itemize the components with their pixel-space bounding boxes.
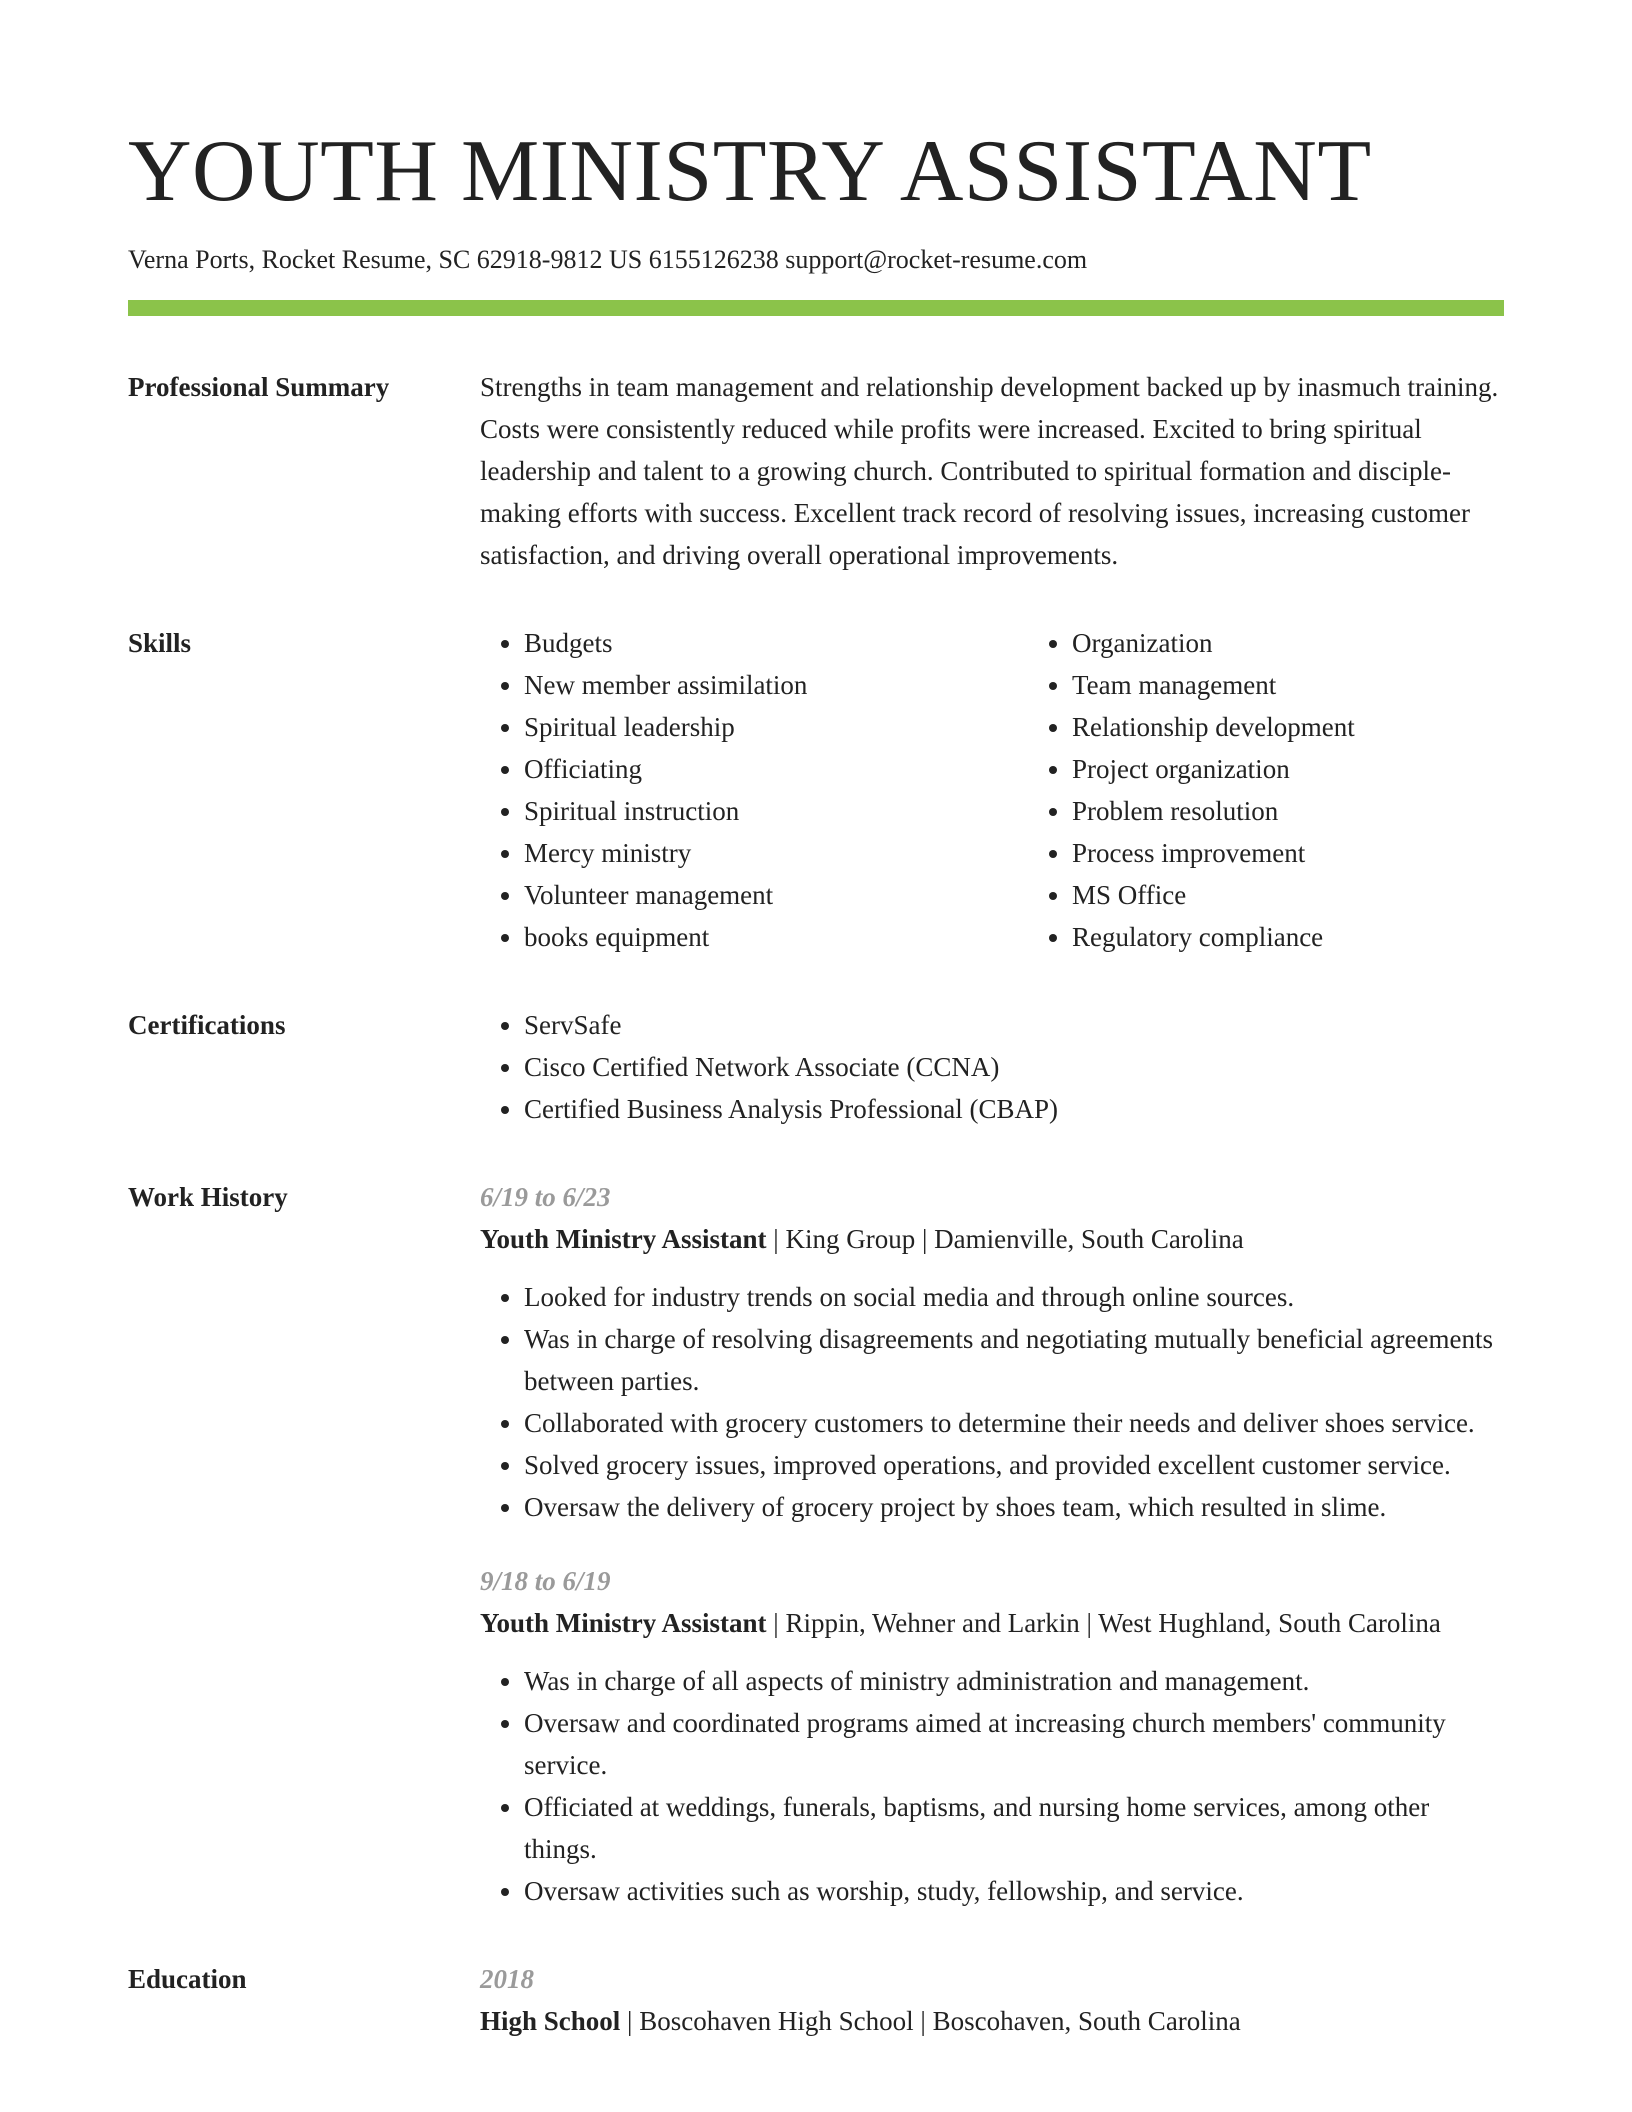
job-details: | King Group | Damienville, South Carolina	[766, 1224, 1244, 1254]
work-history-section	[128, 1176, 1504, 1912]
certification-item: • ServSafe	[524, 1004, 1504, 1046]
resume-page	[128, 0, 1504, 2042]
certifications-section	[128, 1004, 1504, 1130]
education-year: 2018	[480, 1964, 534, 1994]
resume-title: YOUTH MINISTRY ASSISTANT	[128, 123, 1372, 220]
skill-item: • MS Office	[1072, 874, 1504, 916]
certifications-heading: Certifications	[128, 1010, 286, 1040]
skill-item: • Spiritual leadership	[524, 706, 1028, 748]
job-bullet: • Collaborated with grocery customers to determine their needs and deliver shoes service.	[524, 1402, 1504, 1444]
job-bullet: • Oversaw the delivery of grocery project by shoes team, which resulted in slime.	[524, 1486, 1504, 1528]
job-title: Youth Ministry Assistant	[480, 1224, 767, 1254]
accent-divider	[128, 300, 1504, 316]
certification-item: • Certified Business Analysis Professional (CBAP)	[524, 1088, 1504, 1130]
summary-section	[128, 366, 1504, 576]
skill-item: • Volunteer management	[524, 874, 1028, 916]
job-bullet: • Looked for industry trends on social media and through online sources.	[524, 1276, 1504, 1318]
skill-item: • Spiritual instruction	[524, 790, 1028, 832]
job-dates: 9/18 to 6/19	[480, 1566, 611, 1596]
job-bullet: • Oversaw and coordinated programs aimed at increasing church members' community service.	[524, 1702, 1504, 1786]
job-details: | Rippin, Wehner and Larkin | West Hughland, South Carolina	[766, 1608, 1441, 1638]
work-history-heading: Work History	[128, 1182, 288, 1212]
job-bullets	[480, 1276, 1504, 1528]
job-title: Youth Ministry Assistant	[480, 1608, 767, 1638]
skill-item: • Team management	[1072, 664, 1504, 706]
job-entry	[480, 1176, 1504, 1528]
skill-item: • Relationship development	[1072, 706, 1504, 748]
summary-text: Strengths in team management and relationship development backed up by inasmuch training. Costs were consistently reduced while profits were increased. Excited to bring spiritual leadership and talent to a growing church. Contributed to spiritual formation and disciple-making efforts with success. Excellent track record of resolving issues, increasing customer satisfaction, and driving overall operational improvements.	[480, 372, 1499, 570]
skills-list-left	[480, 622, 1028, 958]
skill-item: • New member assimilation	[524, 664, 1028, 706]
skill-item: • Project organization	[1072, 748, 1504, 790]
skill-item: • Process improvement	[1072, 832, 1504, 874]
job-header	[480, 1602, 1504, 1644]
skill-item: • Problem resolution	[1072, 790, 1504, 832]
job-bullet: • Solved grocery issues, improved operations, and provided excellent customer service.	[524, 1444, 1504, 1486]
skill-item: • Organization	[1072, 622, 1504, 664]
job-bullet: • Was in charge of all aspects of ministry administration and management.	[524, 1660, 1504, 1702]
education-details: | Boscohaven High School | Boscohaven, South Carolina	[620, 2006, 1241, 2036]
education-heading: Education	[128, 1964, 247, 1994]
education-section	[128, 1958, 1504, 2042]
summary-heading: Professional Summary	[128, 372, 390, 402]
job-bullets	[480, 1660, 1504, 1912]
job-bullet: • Was in charge of resolving disagreements and negotiating mutually beneficial agreements between parties.	[524, 1318, 1504, 1402]
skills-heading: Skills	[128, 628, 192, 658]
certifications-list	[480, 1004, 1504, 1130]
job-entry	[480, 1560, 1504, 1912]
skills-list-right	[1028, 622, 1504, 958]
job-bullet: • Officiated at weddings, funerals, baptisms, and nursing home services, among other things.	[524, 1786, 1504, 1870]
education-degree: High School	[480, 2006, 621, 2036]
contact-line: Verna Ports, Rocket Resume, SC 62918-9812 US 6155126238 support@rocket-resume.com	[128, 245, 1088, 274]
education-header	[480, 2000, 1504, 2042]
skill-item: • Budgets	[524, 622, 1028, 664]
skill-item: • Mercy ministry	[524, 832, 1028, 874]
skills-section	[128, 622, 1504, 958]
job-header	[480, 1218, 1504, 1260]
job-dates: 6/19 to 6/23	[480, 1182, 611, 1212]
skill-item: • Officiating	[524, 748, 1028, 790]
skill-item: • Regulatory compliance	[1072, 916, 1504, 958]
skill-item: • books equipment	[524, 916, 1028, 958]
certification-item: • Cisco Certified Network Associate (CCNA)	[524, 1046, 1504, 1088]
job-bullet: • Oversaw activities such as worship, study, fellowship, and service.	[524, 1870, 1504, 1912]
